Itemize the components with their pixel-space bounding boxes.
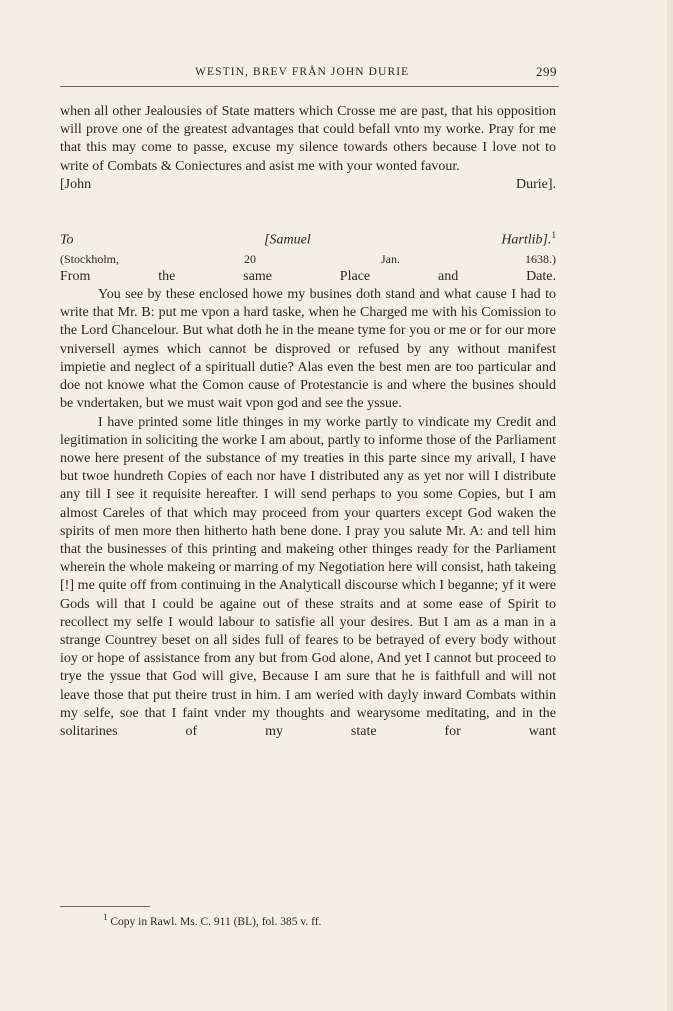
page-header <box>60 64 559 87</box>
signature: [John Durie]. <box>60 176 556 192</box>
letter-paragraph: You see by these enclosed howe my busines doth stand and what cause I had to write that Mr. B: put me vpon a hard taske, when he Charged me with his Comission to the Lord Chancelour. But what doth he in the meane tyme for you or me or for our more vniversell aymes which cannot be disproved or refused by any without manifest impietie and neglect of a spirituall dutie? Alas even the best men are too particular and doe not knowe what the Comon cause of Protestancie is and where the busines should be vndertaken, but we must wait vpon god and see the yssue. <box>60 287 556 412</box>
footnote-text: Copy in Rawl. Ms. C. 911 (BL), fol. 385 v. ff. <box>110 915 322 928</box>
page-number: 299 <box>536 64 557 79</box>
footnote-rule <box>60 906 150 907</box>
letter-paragraph: I have printed some litle thinges in my worke partly to vindicate my Credit and legitimation in soliciting the worke I am about, partly to informe those of the Parliament nowe here present of the substance of my treaties in this parte since my arivall, I have but twoe hundreth Copies of each nor have I distributed any as yet nor will I distribute any till I see it requisite hereafter. I will send perhaps to you some Copies, but I am almost Careles of that which may proceed from your quarters except God waken the spirits of men more then hitherto hath bene done. I pray you salute Mr. A: and tell him that the businesses of this printing and makeing other thinges ready for the Parliament wherein the whole makeing or marring of my Negotiation here will consist, hath takeing [!] me quite off from continuing in the Analyticall discourse which I beganne; yf it were Gods will that I could be againe out of these straits and at some ease of Spirit to recollect my selfe I would labour to satisfie all your desires. But I am as a man in a strange Countrey beset on all sides full of feares to be betrayed of every body without ioy or hope of assistance from any but from God alone, And yet I cannot but proceed to trye the yssue that God will give, Because I am sure that he is faithfull and will not leave those that put theire trust in him. I am weried with dayly inward Combats within my selfe, soe that I faint vnder my thoughts and wearysome meditating, and in the solitarines of my state for want <box>60 414 556 739</box>
letter-dateline: (Stockholm, 20 Jan. 1638.) <box>60 251 556 266</box>
footnote-reference: 1 <box>551 230 556 241</box>
letter-place: From the same Place and Date. <box>60 268 556 284</box>
letter-continuation: when all other Jealousies of State matters which Crosse me are past, that his opposition will prove one of the greatest advantages that could befall vnto my worke. Pray for me that this may come to passe, excuse my silence towards others because I love not to write of Combats & Coniectures and asist me with your wonted favour. <box>60 104 556 174</box>
running-head: WESTIN, BREV FRÅN JOHN DURIE <box>195 66 410 78</box>
footnote-mark: 1 <box>103 912 108 922</box>
page-body <box>60 103 556 741</box>
letter-addressee: To [Samuel Hartlib].$^1$ <box>60 230 556 248</box>
page-edge <box>667 0 673 1011</box>
footnote <box>103 912 321 928</box>
